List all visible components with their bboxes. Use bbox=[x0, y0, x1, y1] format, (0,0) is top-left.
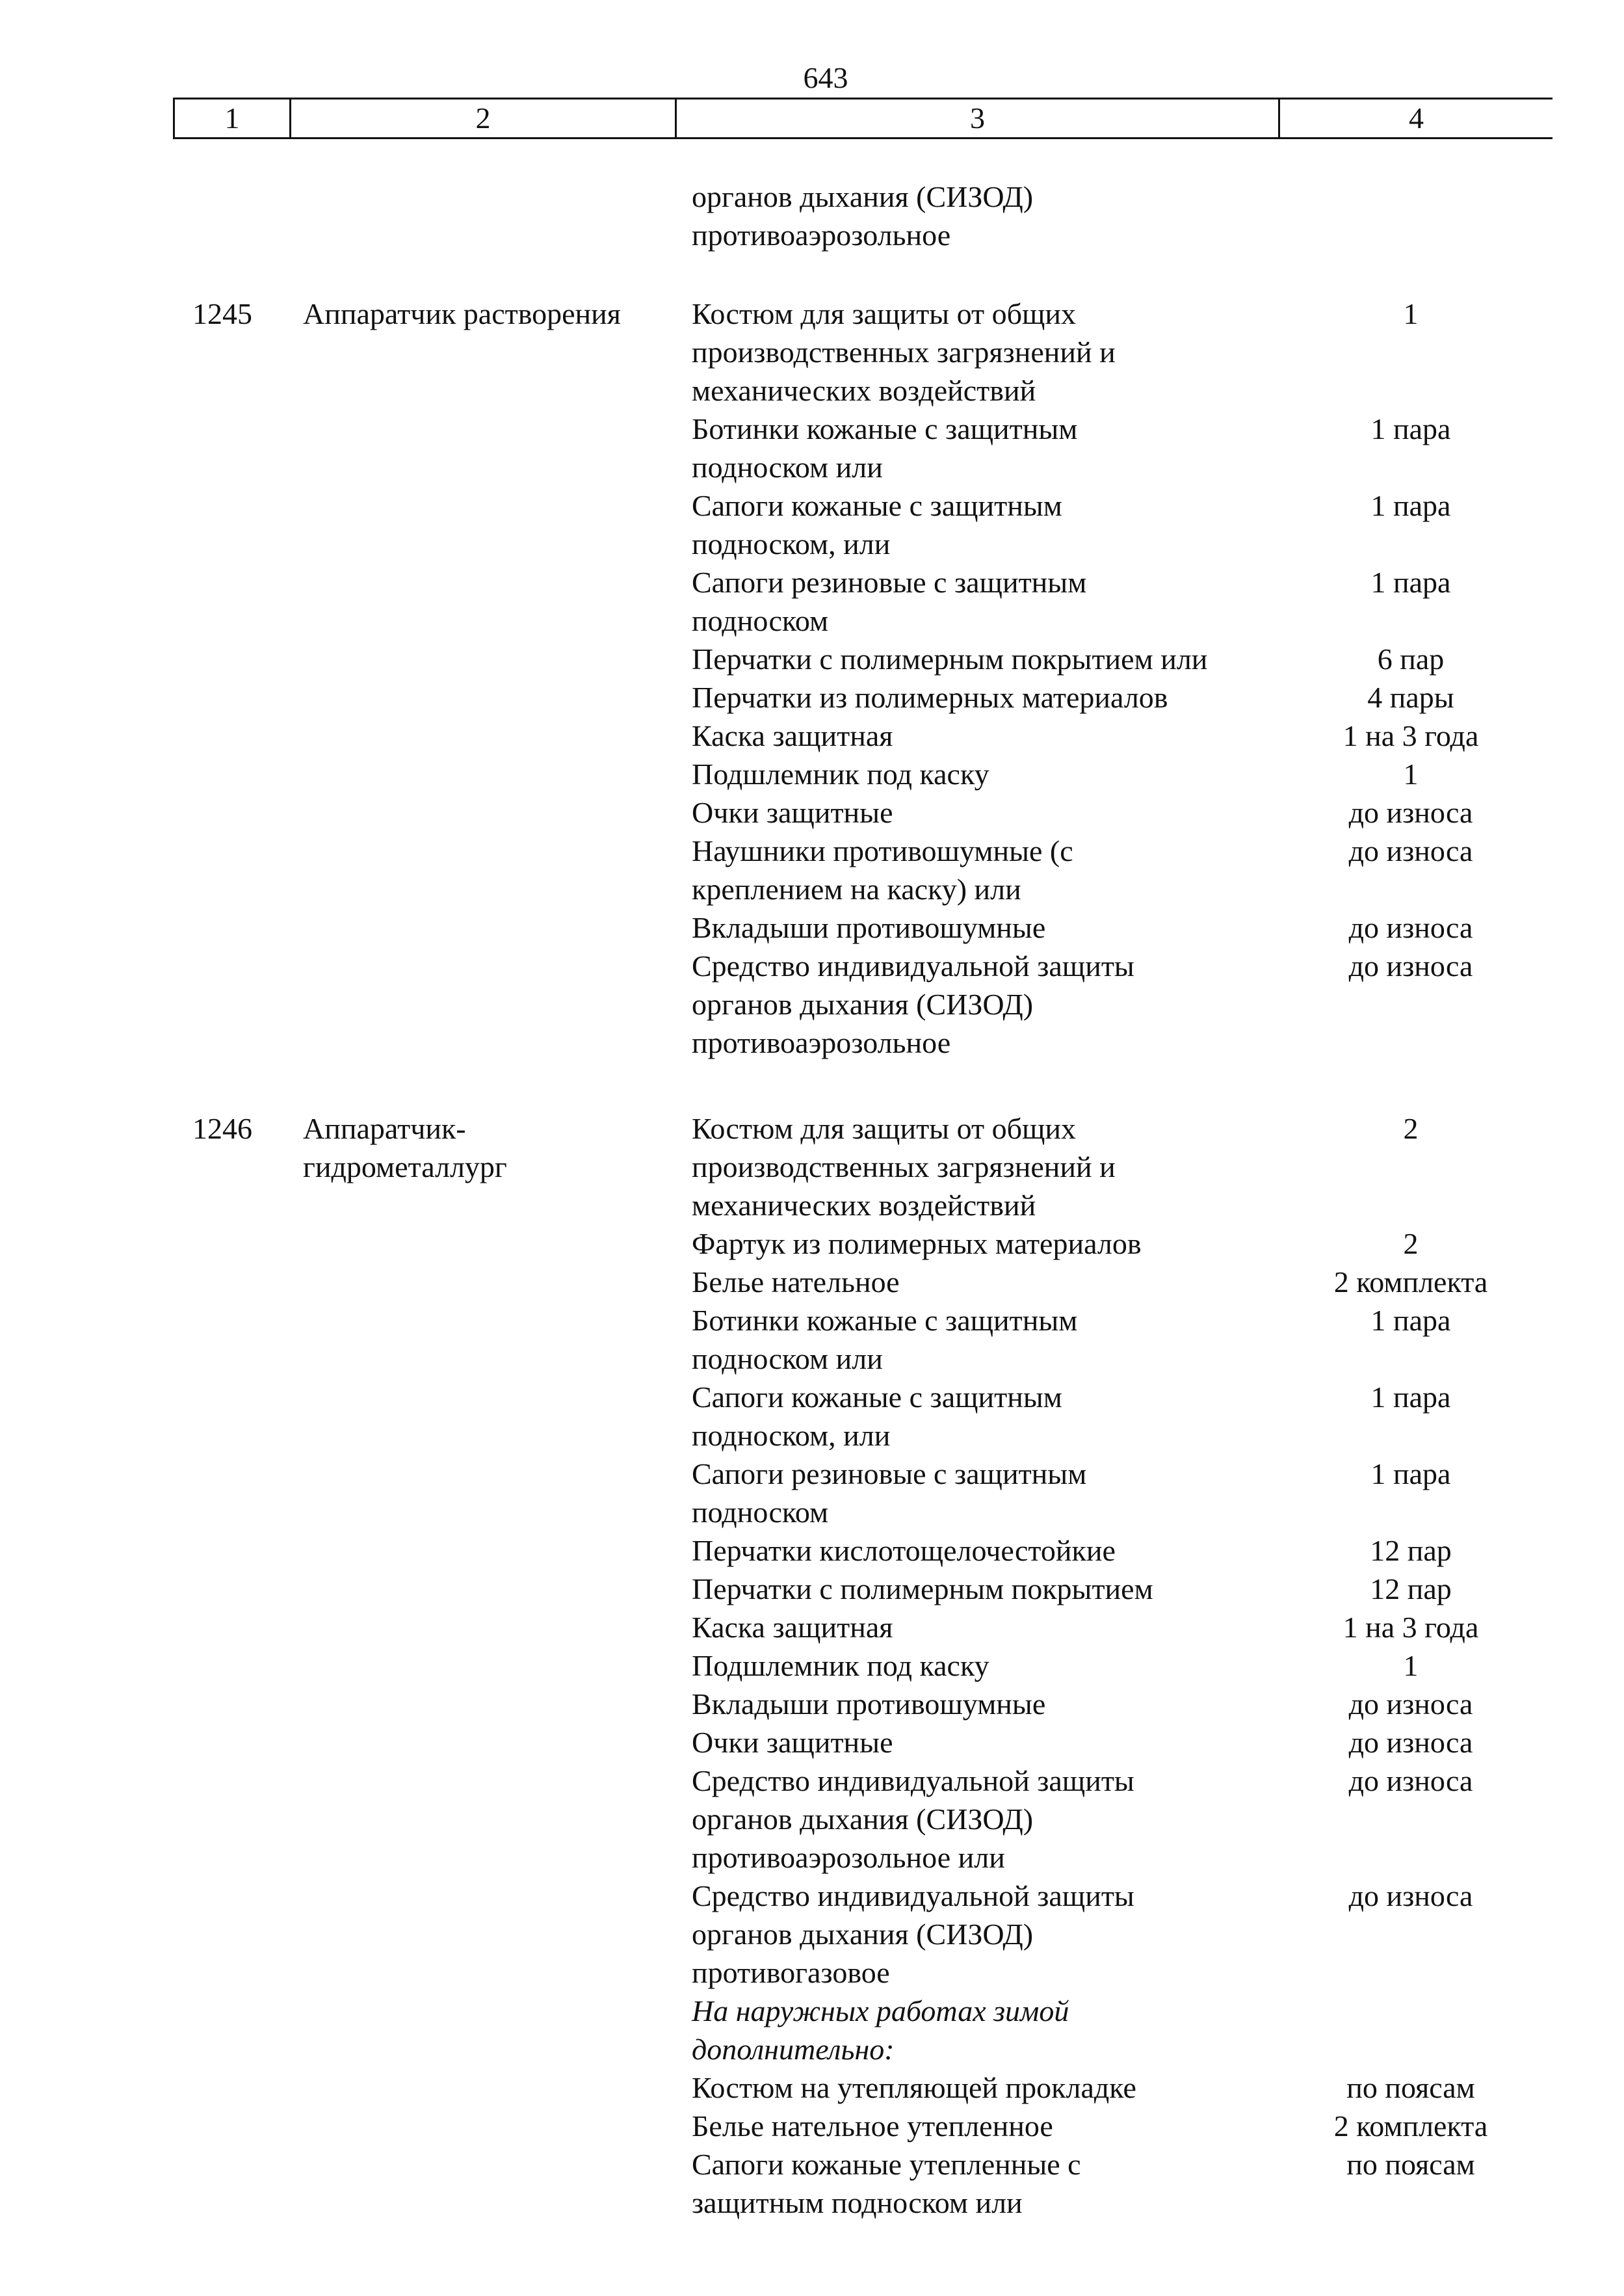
list-item bbox=[692, 908, 1277, 947]
item-line: Костюм для защиты от общих bbox=[692, 297, 1077, 330]
list-item bbox=[692, 1531, 1277, 1570]
item-line: Ботинки кожаные с защитным bbox=[692, 1304, 1078, 1337]
item-quantity: до износа bbox=[1348, 1726, 1473, 1759]
item-line: Сапоги резиновые с защитным bbox=[692, 566, 1087, 599]
list-item bbox=[692, 1646, 1277, 1685]
item-line: органов дыхания (СИЗОД) bbox=[692, 1918, 1034, 1951]
item-line: органов дыхания (СИЗОД) bbox=[692, 988, 1034, 1021]
list-item bbox=[692, 295, 1277, 410]
item-quantity: 1 bbox=[1403, 758, 1419, 791]
list-item bbox=[692, 2107, 1277, 2145]
section-note bbox=[692, 1992, 1277, 2068]
item-line: Подшлемник под каску bbox=[692, 758, 989, 791]
item-line: Каска защитная bbox=[692, 719, 893, 752]
item-quantity: до износа bbox=[1348, 1764, 1473, 1797]
item-quantity: 1 пара bbox=[1370, 1304, 1451, 1337]
item-line: органов дыхания (СИЗОД) bbox=[692, 1802, 1034, 1836]
list-item bbox=[692, 1455, 1277, 1531]
header-col-2: 2 bbox=[475, 101, 491, 135]
item-line: защитным подноском или bbox=[692, 2186, 1023, 2219]
item-line: производственных загрязнений и bbox=[692, 1150, 1116, 1183]
item-line: креплением на каску) или bbox=[692, 873, 1021, 906]
entry-number: 1246 bbox=[192, 1112, 252, 1145]
item-quantity: 1 пара bbox=[1370, 1457, 1451, 1490]
item-line: Перчатки с полимерным покрытием bbox=[692, 1572, 1153, 1605]
item-line: Средство индивидуальной защиты bbox=[692, 1764, 1134, 1797]
item-quantity: до износа bbox=[1348, 911, 1473, 944]
item-quantity: 12 пар bbox=[1370, 1572, 1452, 1605]
list-item bbox=[692, 1877, 1277, 1992]
item-line: Ботинки кожаные с защитным bbox=[692, 412, 1078, 445]
item-line: Подшлемник под каску bbox=[692, 1649, 989, 1682]
list-item bbox=[692, 486, 1277, 563]
item-line: противоаэрозольное bbox=[692, 218, 951, 252]
item-quantity: до износа bbox=[1348, 834, 1473, 867]
list-item bbox=[692, 563, 1277, 640]
item-line: подноском или bbox=[692, 1342, 883, 1375]
item-quantity: 1 пара bbox=[1370, 1380, 1451, 1414]
profession-name: Аппаратчик растворения bbox=[303, 297, 621, 330]
list-item bbox=[692, 2145, 1277, 2222]
list-item bbox=[692, 1263, 1277, 1301]
list-item bbox=[692, 1301, 1277, 1378]
item-quantity: 1 пара bbox=[1370, 566, 1451, 599]
item-line: Фартук из полимерных материалов bbox=[692, 1227, 1142, 1260]
list-item bbox=[692, 947, 1277, 1062]
item-quantity: до износа bbox=[1348, 1879, 1473, 1912]
item-quantity: 6 пар bbox=[1377, 642, 1445, 676]
header-col-1: 1 bbox=[224, 101, 240, 135]
list-item bbox=[692, 640, 1277, 678]
item-line: Сапоги кожаные утепленные с bbox=[692, 2148, 1081, 2181]
item-line: подноском, или bbox=[692, 527, 891, 561]
item-line: Каска защитная bbox=[692, 1611, 893, 1644]
list-item bbox=[692, 832, 1277, 908]
item-line: Перчатки с полимерным покрытием или bbox=[692, 642, 1208, 676]
item-quantity: до износа bbox=[1348, 1687, 1473, 1721]
item-line: Перчатки кислотощелочестойкие bbox=[692, 1534, 1116, 1567]
list-item bbox=[692, 1762, 1277, 1877]
item-quantity: до износа bbox=[1348, 796, 1473, 829]
item-quantity: 1 пара bbox=[1370, 412, 1451, 445]
item-line: Наушники противошумные (с bbox=[692, 834, 1073, 867]
item-line: Сапоги кожаные с защитным bbox=[692, 1380, 1062, 1414]
list-item bbox=[692, 1608, 1277, 1646]
list-item bbox=[692, 1570, 1277, 1608]
item-line: Сапоги кожаные с защитным bbox=[692, 489, 1062, 522]
item-quantity: 1 на 3 года bbox=[1342, 1611, 1479, 1644]
list-item bbox=[692, 1723, 1277, 1762]
item-line: Сапоги резиновые с защитным bbox=[692, 1457, 1087, 1490]
item-line: противоаэрозольное bbox=[692, 1026, 951, 1059]
item-quantity: 2 комплекта bbox=[1333, 2109, 1488, 2143]
list-item bbox=[692, 2068, 1277, 2107]
item-quantity: по поясам bbox=[1346, 2148, 1475, 2181]
list-item bbox=[692, 1378, 1277, 1455]
list-item bbox=[692, 1224, 1277, 1263]
list-item bbox=[692, 410, 1277, 486]
list-item bbox=[692, 755, 1277, 793]
item-quantity: 1 bbox=[1403, 1649, 1419, 1682]
note-line: дополнительно: bbox=[692, 2033, 895, 2066]
item-line: Перчатки из полимерных материалов bbox=[692, 681, 1168, 714]
item-line: механических воздействий bbox=[692, 1189, 1036, 1222]
note-line: На наружных работах зимой bbox=[692, 1994, 1069, 2027]
header-col-3: 3 bbox=[970, 101, 985, 135]
item-line: производственных загрязнений и bbox=[692, 336, 1116, 369]
item-line: подноском или bbox=[692, 451, 883, 484]
item-line: Средство индивидуальной защиты bbox=[692, 1879, 1134, 1912]
item-line: Очки защитные bbox=[692, 796, 893, 829]
item-quantity: 1 на 3 года bbox=[1342, 719, 1479, 752]
item-quantity: 4 пары bbox=[1367, 681, 1454, 714]
item-line: механических воздействий bbox=[692, 374, 1036, 407]
item-line: Белье нательное bbox=[692, 1265, 900, 1299]
item-line: подноском bbox=[692, 1496, 829, 1529]
item-line: подноском bbox=[692, 604, 829, 637]
item-quantity: по поясам bbox=[1346, 2071, 1475, 2104]
item-line: противогазовое bbox=[692, 1956, 890, 1989]
entry-number: 1245 bbox=[192, 297, 252, 330]
item-line: органов дыхания (СИЗОД) bbox=[692, 180, 1034, 213]
item-line: Средство индивидуальной защиты bbox=[692, 949, 1134, 983]
item-quantity: 2 bbox=[1403, 1227, 1419, 1260]
item-line: Вкладыши противошумные bbox=[692, 1687, 1046, 1721]
item-line: противоаэрозольное или bbox=[692, 1841, 1005, 1874]
item-quantity: 2 комплекта bbox=[1333, 1265, 1488, 1299]
item-line: Костюм на утепляющей прокладке bbox=[692, 2071, 1136, 2104]
item-quantity: 12 пар bbox=[1370, 1534, 1452, 1567]
list-item bbox=[692, 793, 1277, 832]
item-quantity: 1 bbox=[1403, 297, 1419, 330]
list-item bbox=[692, 1109, 1277, 1224]
profession-name: Аппаратчик- гидрометаллург bbox=[303, 1112, 507, 1183]
page-number: 643 bbox=[803, 61, 848, 94]
item-quantity: до износа bbox=[1348, 949, 1473, 983]
list-item bbox=[692, 717, 1277, 755]
table-header bbox=[173, 98, 1552, 139]
list-item bbox=[692, 1685, 1277, 1723]
item-line: Костюм для защиты от общих bbox=[692, 1112, 1077, 1145]
item-line: Очки защитные bbox=[692, 1726, 893, 1759]
item-line: подноском, или bbox=[692, 1419, 891, 1452]
item-line: Белье нательное утепленное bbox=[692, 2109, 1053, 2143]
list-item bbox=[692, 178, 1277, 254]
item-quantity: 2 bbox=[1403, 1112, 1419, 1145]
list-item bbox=[692, 678, 1277, 717]
item-line: Вкладыши противошумные bbox=[692, 911, 1046, 944]
item-quantity: 1 пара bbox=[1370, 489, 1451, 522]
header-col-4: 4 bbox=[1409, 101, 1424, 135]
